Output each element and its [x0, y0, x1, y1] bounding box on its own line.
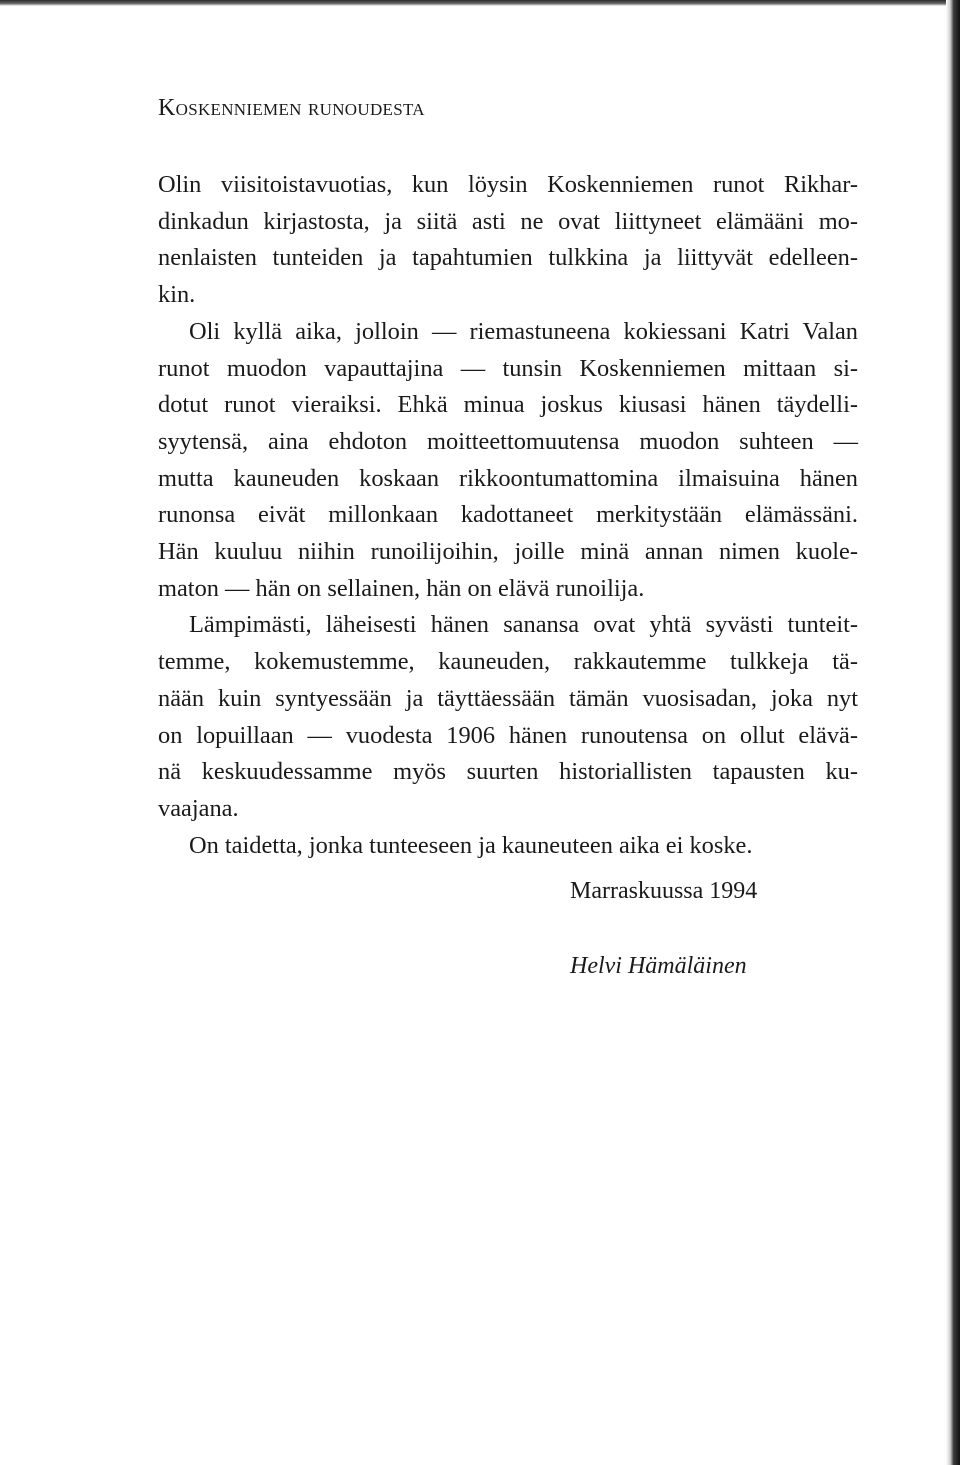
paragraph — [158, 314, 858, 608]
text-line: Olin viisitoistavuotias, kun löysin Koskenniemen runot Rikhar- — [158, 171, 858, 198]
text-line: dotut runot vieraiksi. Ehkä minua joskus kiusasi hänen täydelli- — [158, 391, 858, 419]
text-line: nenlaisten tunteiden ja tapahtumien tulkkina ja liittyvät edelleen- — [158, 244, 858, 272]
text-line: vaajana. — [158, 794, 239, 822]
document-date: Marraskuussa 1994 — [570, 878, 758, 904]
text-line: mutta kauneuden koskaan rikkoontumattomina ilmaisuina hänen — [158, 464, 858, 492]
author-signature: Helvi Hämäläinen — [570, 953, 747, 979]
text-line: Hän kuuluu niihin runoilijoihin, joille minä annan nimen kuole- — [158, 538, 858, 566]
paragraph — [158, 167, 858, 314]
text-line: nä keskuudessamme myös suurten historiallisten tapausten ku- — [158, 758, 858, 786]
text-line: temme, kokemustemme, kauneuden, rakkautemme tulkkeja tä- — [158, 648, 858, 676]
text-line: runot muodon vapauttajina — tunsin Koskenniemen mittaan si- — [158, 354, 858, 382]
text-line: maton — hän on sellainen, hän on elävä runoilija. — [158, 574, 645, 602]
document-page — [158, 95, 858, 864]
paragraph — [158, 607, 858, 827]
document-heading: Koskenniemen runoudesta — [158, 95, 425, 121]
paragraph — [158, 828, 858, 865]
text-line: Lämpimästi, läheisesti hänen sanansa ovat yhtä syvästi tunteit- — [189, 611, 858, 639]
scan-top-edge — [0, 0, 960, 6]
text-line: runonsa eivät millonkaan kadottaneet merkitystään elämässäni. — [158, 501, 858, 529]
text-line: On taidetta, jonka tunteeseen ja kauneuteen aika ei koske. — [189, 831, 753, 859]
body-text — [158, 167, 858, 864]
text-line: on lopuillaan — vuodesta 1906 hänen runoutensa on ollut elävä- — [158, 721, 858, 749]
text-line: kin. — [158, 281, 196, 309]
text-line: Oli kyllä aika, jolloin — riemastuneena kokiessani Katri Valan — [189, 317, 858, 345]
scan-right-edge — [946, 0, 960, 1465]
text-line: nään kuin syntyessään ja täyttäessään tämän vuosisadan, joka nyt — [158, 684, 858, 712]
text-line: dinkadun kirjastosta, ja siitä asti ne ovat liittyneet elämääni mo- — [158, 207, 858, 235]
text-line: syytensä, aina ehdoton moitteettomuutensa muodon suhteen — — [158, 427, 858, 455]
